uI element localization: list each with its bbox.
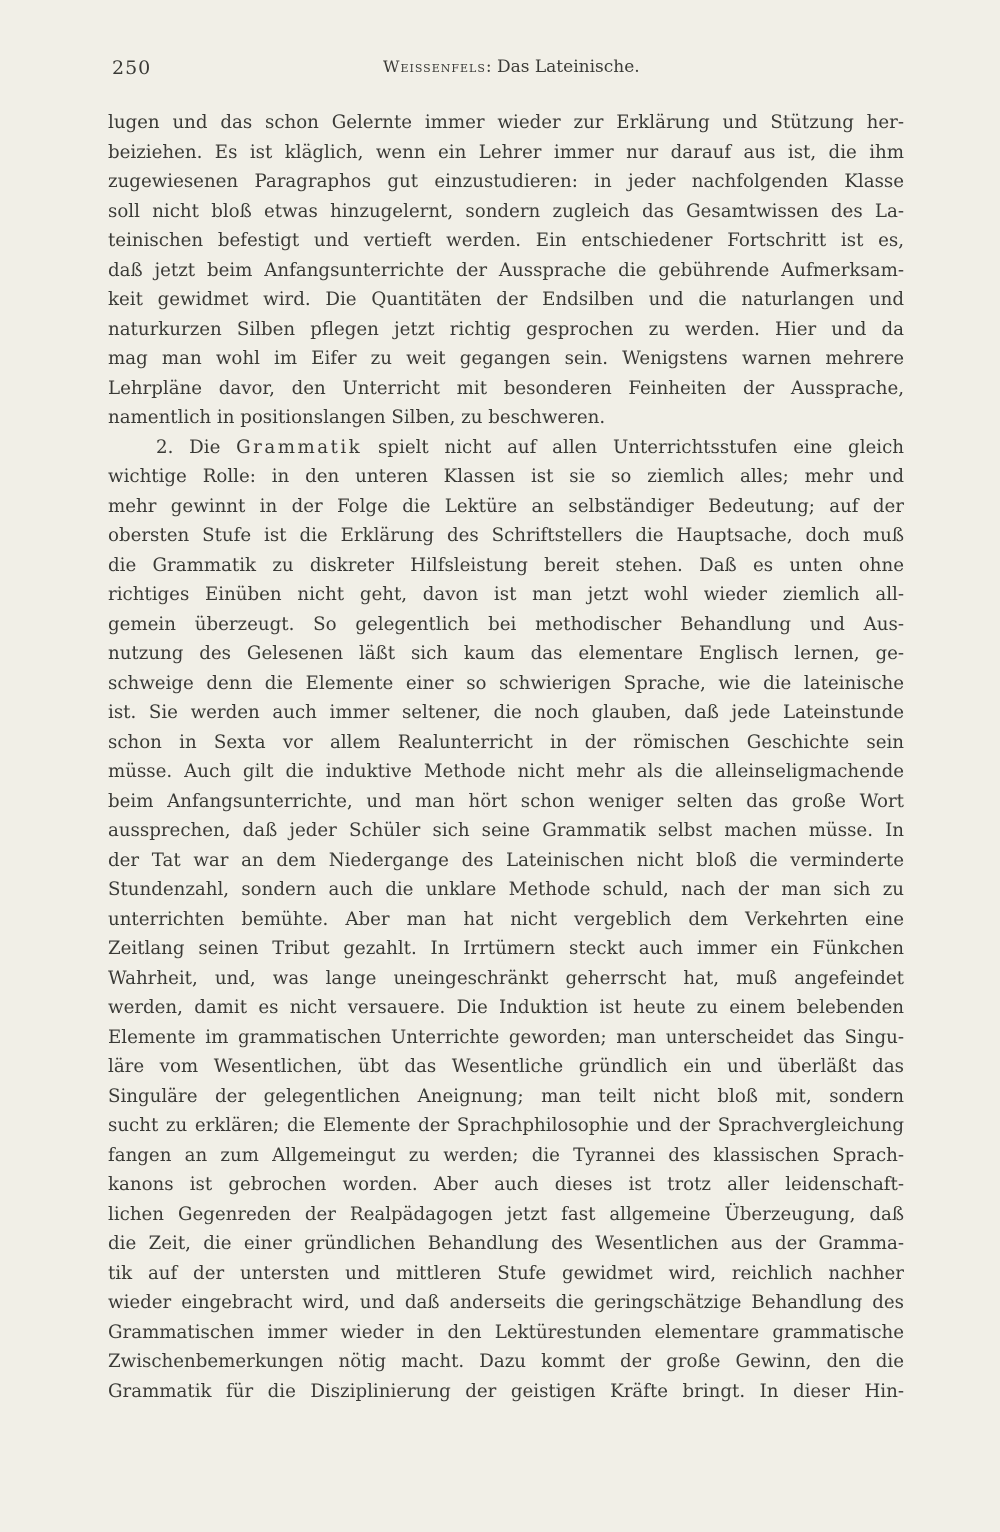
text-line: schweige denn die Elemente einer so schwierigen Sprache, wie die lateinische	[108, 672, 904, 694]
text-line: unterrichten bemühte. Aber man hat nicht vergeblich dem Verkehrten eine	[108, 908, 904, 930]
text-line: daß jetzt beim Anfangsunterrichte der Aussprache die gebührende Aufmerksam-	[108, 259, 904, 281]
text-line: fangen an zum Allgemeingut zu werden; die Tyrannei des klassischen Sprach-	[108, 1144, 904, 1166]
running-head-author: Weissenfels	[383, 57, 486, 76]
running-head-title: : Das Lateinische.	[485, 57, 640, 77]
text-line: Singuläre der gelegentlichen Aneignung; man teilt nicht bloß mit, sondern	[108, 1085, 904, 1107]
page-number: 250	[112, 57, 152, 79]
text-line: aussprechen, daß jeder Schüler sich seine Grammatik selbst machen müsse. In	[108, 820, 904, 841]
text-line: der Tat war an dem Niedergange des Lateinischen nicht bloß die verminderte	[108, 849, 904, 871]
text-line: mehr gewinnt in der Folge die Lektüre an selbständiger Bedeutung; auf der	[108, 495, 904, 517]
text-line: nutzung des Gelesenen läßt sich kaum das elementare Englisch lernen, ge-	[108, 643, 904, 664]
text-line: keit gewidmet wird. Die Quantitäten der Endsilben und die naturlangen und	[108, 289, 904, 310]
text-line: Zwischenbemerkungen nötig macht. Dazu kommt der große Gewinn, den die	[108, 1351, 904, 1372]
text-line: kanons ist gebrochen worden. Aber auch dieses ist trotz aller leidenschaft-	[108, 1174, 904, 1195]
text-line: Lehrpläne davor, den Unterricht mit besonderen Feinheiten der Aussprache,	[108, 377, 904, 399]
text-line: sucht zu erklären; die Elemente der Sprachphilosophie und der Sprachvergleichung	[108, 1115, 904, 1136]
text-line: teinischen befestigt und vertieft werden. Ein entschiedener Fortschritt ist es,	[108, 230, 904, 251]
text-line: beiziehen. Es ist kläglich, wenn ein Lehrer immer nur darauf aus ist, die ihm	[108, 141, 904, 163]
text-line: die Grammatik zu diskreter Hilfsleistung bereit stehen. Daß es unten ohne	[108, 554, 904, 576]
text-line: beim Anfangsunterrichte, und man hört schon weniger selten das große Wort	[108, 790, 904, 812]
running-head	[383, 57, 640, 77]
text-line: Elemente im grammatischen Unterrichte geworden; man unterscheidet das Singu-	[108, 1026, 904, 1048]
text-line: wieder eingebracht wird, und daß anderseits die geringschätzige Behandlung des	[108, 1292, 904, 1313]
text-line: obersten Stufe ist die Erklärung des Schriftstellers die Hauptsache, doch muß	[108, 525, 904, 546]
text-line: schon in Sexta vor allem Realunterricht in der römischen Geschichte sein	[108, 731, 904, 753]
text-line: 2. Die Grammatik spielt nicht auf allen Unterrichtsstufen eine gleich	[156, 436, 904, 458]
text-line: läre vom Wesentlichen, übt das Wesentliche gründlich ein und überläßt das	[108, 1056, 904, 1077]
text-line: namentlich in positionslangen Silben, zu beschweren.	[108, 407, 606, 428]
text-line: werden, damit es nicht versauere. Die Induktion ist heute zu einem belebenden	[108, 997, 904, 1018]
body-text	[108, 108, 904, 1406]
text-line: tik auf der untersten und mittleren Stufe gewidmet wird, reichlich nachher	[108, 1262, 904, 1284]
text-line: Wahrheit, und, was lange uneingeschränkt geherrscht hat, muß angefeindet	[108, 967, 904, 989]
text-line: lugen und das schon Gelernte immer wieder zur Erklärung und Stützung her-	[108, 112, 904, 133]
text-line: richtiges Einüben nicht geht, davon ist man jetzt wohl wieder ziemlich all-	[108, 584, 904, 605]
page-header	[112, 57, 912, 87]
text-line: Zeitlang seinen Tribut gezahlt. In Irrtümern steckt auch immer ein Fünkchen	[108, 938, 904, 959]
text-line: Stundenzahl, sondern auch die unklare Methode schuld, nach der man sich zu	[108, 879, 904, 900]
text-line: müsse. Auch gilt die induktive Methode nicht mehr als die alleinseligmachende	[108, 761, 904, 782]
text-line: die Zeit, die einer gründlichen Behandlung des Wesentlichen aus der Gramma-	[108, 1233, 904, 1254]
emphasized-word: Grammatik	[236, 436, 363, 458]
text-line: soll nicht bloß etwas hinzugelernt, sondern zugleich das Gesamtwissen des La-	[108, 200, 904, 222]
text-line: ist. Sie werden auch immer seltener, die noch glauben, daß jede Lateinstunde	[108, 702, 904, 723]
text-line: mag man wohl im Eifer zu weit gegangen sein. Wenigstens warnen mehrere	[108, 348, 904, 369]
text-line: naturkurzen Silben pflegen jetzt richtig gesprochen zu werden. Hier und da	[108, 318, 904, 340]
text-line: Grammatischen immer wieder in den Lektürestunden elementare grammatische	[108, 1321, 904, 1343]
text-line: Grammatik für die Disziplinierung der geistigen Kräfte bringt. In dieser Hin-	[108, 1380, 904, 1402]
text-line: wichtige Rolle: in den unteren Klassen ist sie so ziemlich alles; mehr und	[108, 466, 904, 487]
text-line: gemein überzeugt. So gelegentlich bei methodischer Behandlung und Aus-	[108, 613, 904, 635]
text-line: zugewiesenen Paragraphos gut einzustudieren: in jeder nachfolgenden Klasse	[108, 171, 904, 192]
text-line: lichen Gegenreden der Realpädagogen jetzt fast allgemeine Überzeugung, daß	[108, 1203, 904, 1225]
